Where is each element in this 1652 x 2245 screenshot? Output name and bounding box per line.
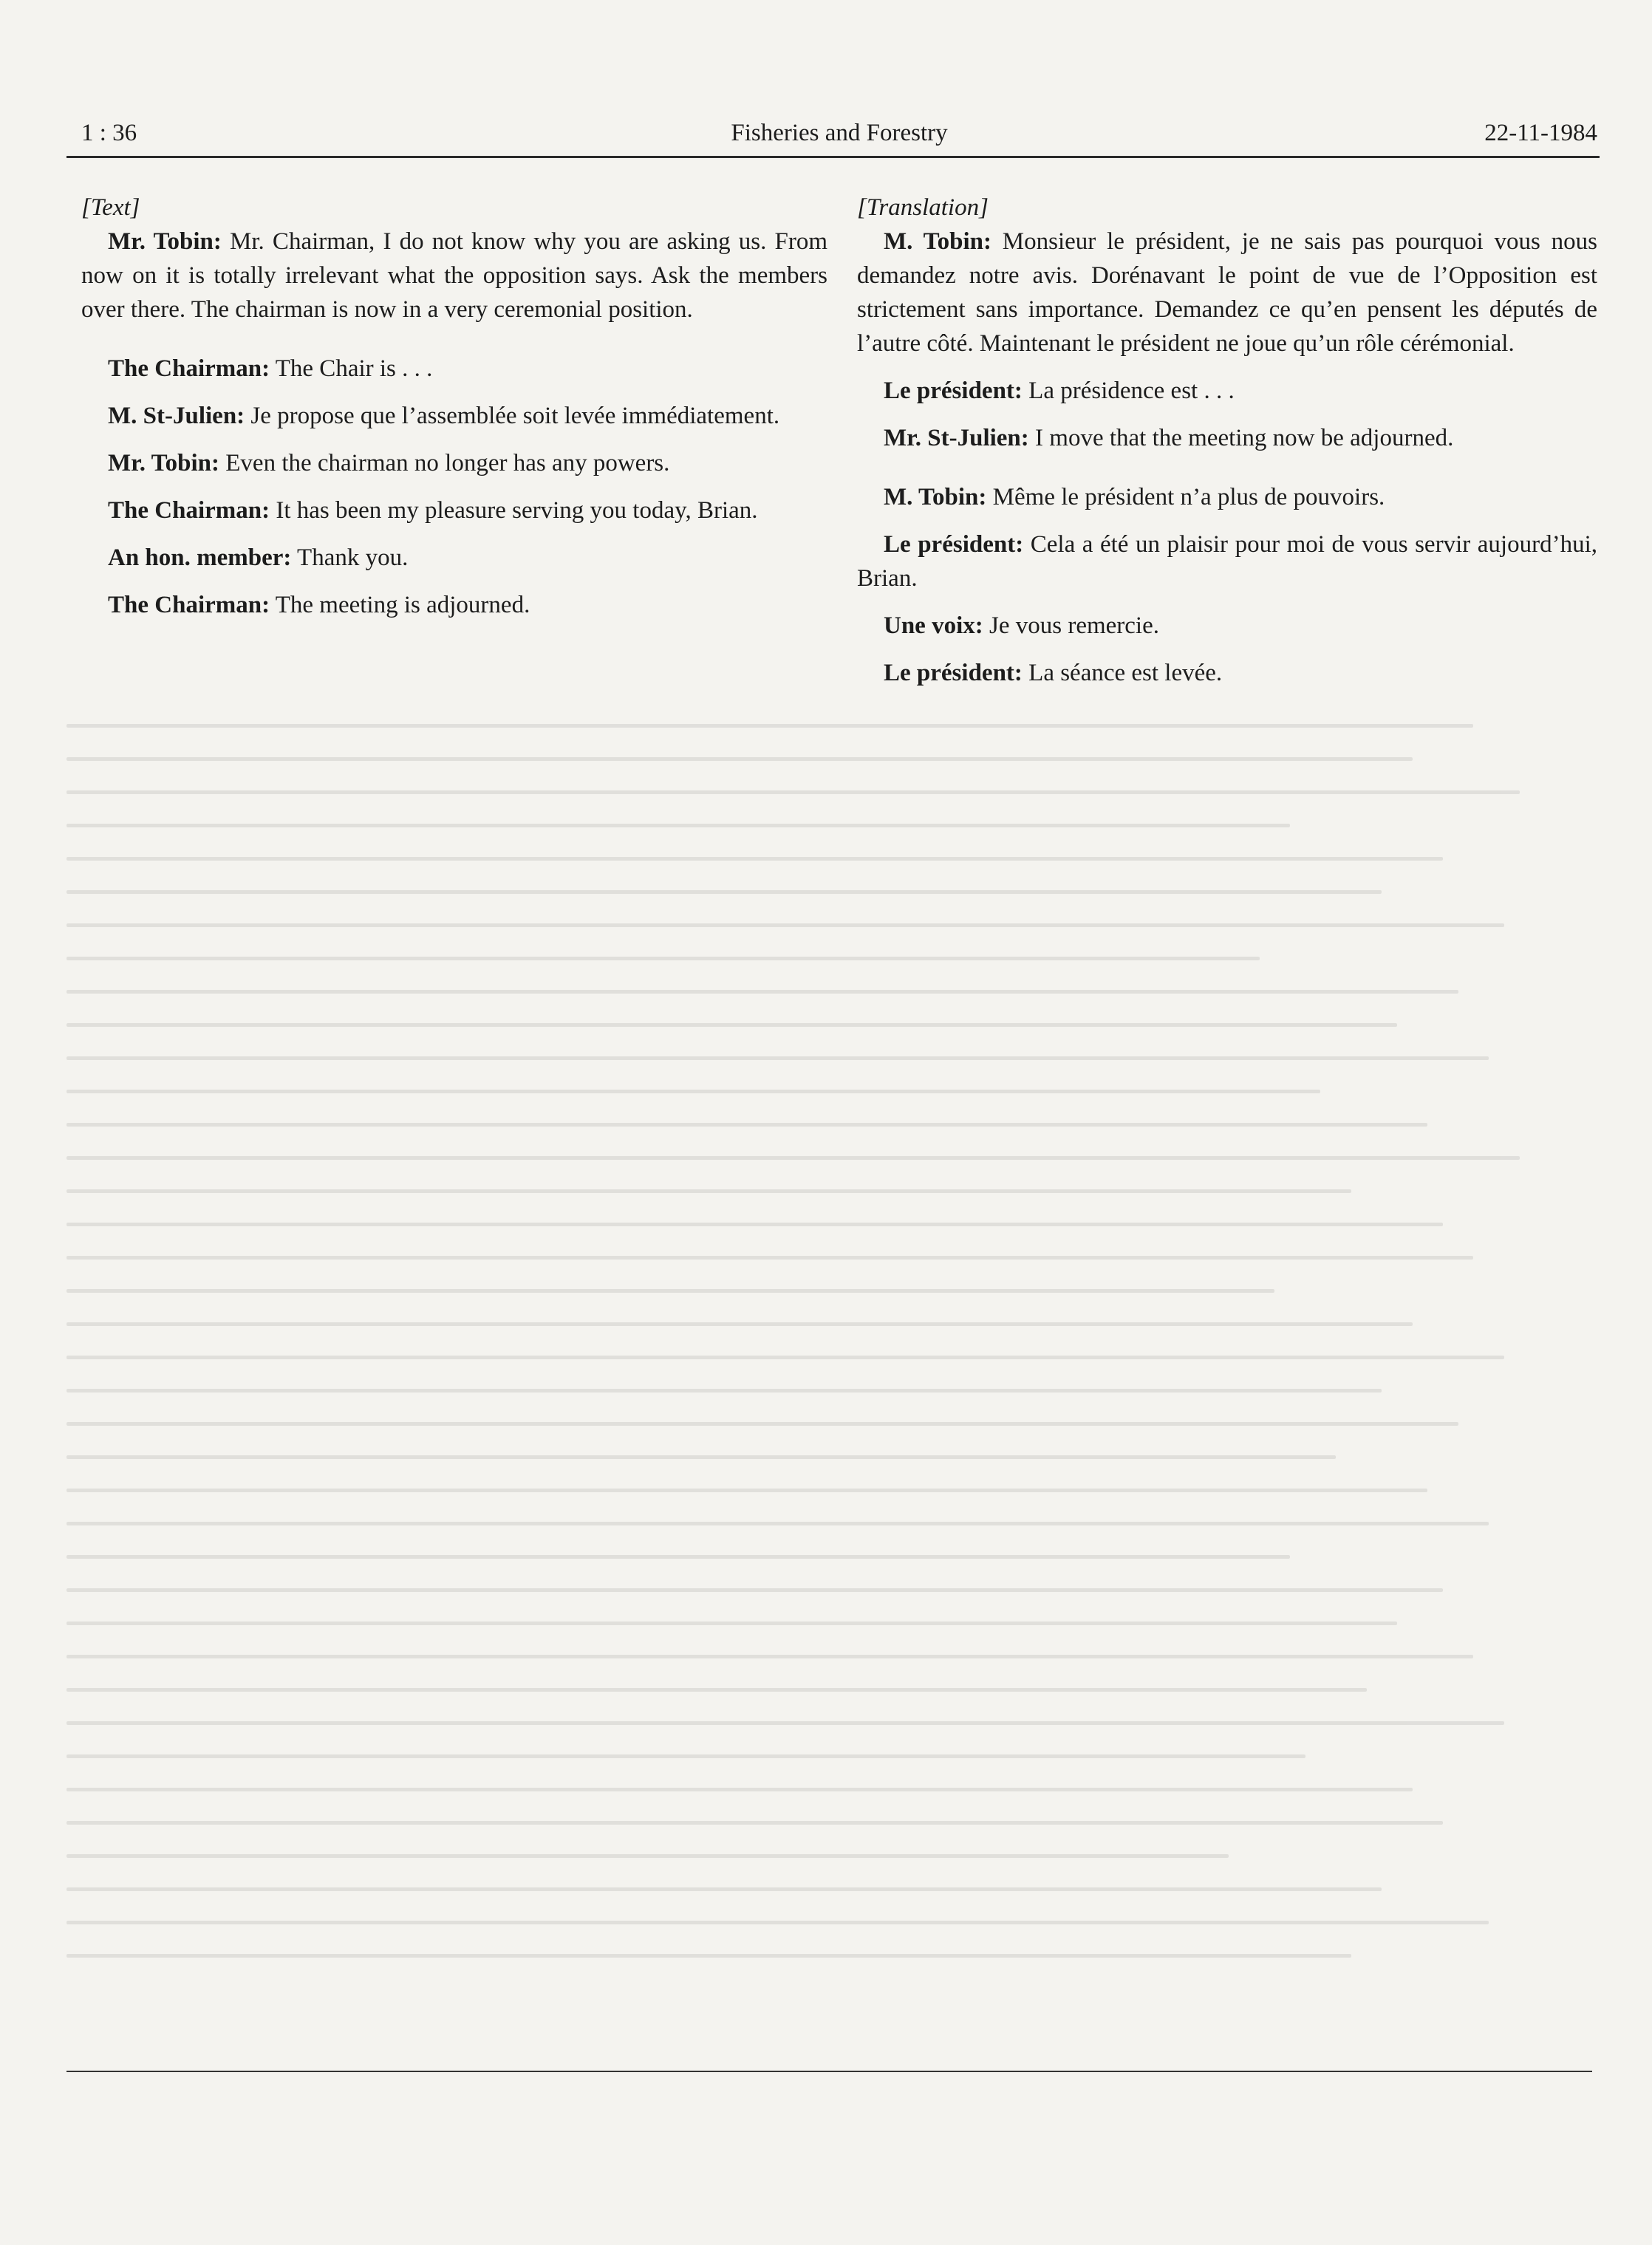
right-column-french [857, 191, 1597, 703]
speech-text: Mr. Chairman, I do not know why you are asking us. From now on it is totally irrelevant what the opposition says. Ask the members over there. The chairman is now in a very ceremonial position. [81, 228, 827, 323]
speech-text: Even the chairman no longer has any powers. [219, 450, 670, 476]
speaker-name: M. Tobin: [884, 484, 987, 510]
speech-text: Même le président n’a plus de pouvoirs. [986, 484, 1385, 510]
transcript-paragraph [857, 609, 1597, 643]
running-title: Fisheries and Forestry [731, 120, 948, 146]
speaker-name: M. St-Julien: [108, 403, 245, 429]
speaker-name: Le président: [884, 660, 1023, 686]
transcript-paragraph [81, 225, 827, 327]
speaker-name: Une voix: [884, 612, 983, 639]
speech-text: Thank you. [291, 544, 409, 571]
column-label: [Translation] [857, 194, 989, 221]
transcript-paragraph [857, 527, 1597, 595]
transcript-paragraph [857, 656, 1597, 690]
speech-text: Je propose que l’assemblée soit levée immédiatement. [245, 403, 780, 429]
speaker-name: Le président: [884, 531, 1024, 558]
transcript-paragraph [81, 446, 827, 480]
speaker-name: An hon. member: [108, 544, 292, 571]
speaker-name: The Chairman: [108, 355, 270, 382]
speaker-name: Mr. St-Julien: [884, 425, 1029, 451]
speaker-name: Mr. Tobin: [108, 450, 220, 476]
speech-text: I move that the meeting now be adjourned. [1028, 425, 1454, 451]
transcript-paragraph [81, 588, 827, 622]
speaker-name: The Chairman: [108, 592, 270, 618]
running-head [81, 120, 1597, 157]
speech-text: La séance est levée. [1022, 660, 1223, 686]
speech-text: The Chair is . . . [270, 355, 433, 382]
transcript-paragraph [81, 352, 827, 386]
speech-text: It has been my pleasure serving you today, Brian. [270, 497, 758, 524]
left-column-english [81, 191, 827, 635]
transcript-paragraph [81, 399, 827, 433]
speaker-name: M. Tobin: [884, 228, 991, 255]
speech-text: La présidence est . . . [1022, 377, 1235, 404]
transcript-paragraph [857, 480, 1597, 514]
speaker-name: The Chairman: [108, 497, 270, 524]
speech-text: Monsieur le président, je ne sais pas pourquoi vous nous demandez notre avis. Dorénavant le point de vue de l’Opposition est strictement sans importance. Demandez ce qu’en pensent les députés de l’autre côté. Maintenant le président ne joue qu’un rôle cérémonial. [857, 228, 1597, 357]
speech-text: The meeting is adjourned. [270, 592, 530, 618]
transcript-paragraph [857, 374, 1597, 408]
transcript-paragraph [857, 225, 1597, 361]
show-through-texture [66, 724, 1596, 2039]
header-rule [66, 156, 1600, 158]
page-number: 1 : 36 [81, 120, 137, 146]
speaker-name: Le président: [884, 377, 1023, 404]
running-date: 22-11-1984 [1484, 120, 1597, 146]
transcript-paragraph [81, 493, 827, 527]
speech-text: Cela a été un plaisir pour moi de vous servir aujourd’hui, Brian. [857, 531, 1597, 592]
transcript-paragraph [81, 541, 827, 575]
speech-text: Je vous remercie. [983, 612, 1159, 639]
column-label: [Text] [81, 194, 140, 221]
speaker-name: Mr. Tobin: [108, 228, 222, 255]
footer-rule [66, 2071, 1592, 2072]
transcript-paragraph [857, 421, 1597, 455]
